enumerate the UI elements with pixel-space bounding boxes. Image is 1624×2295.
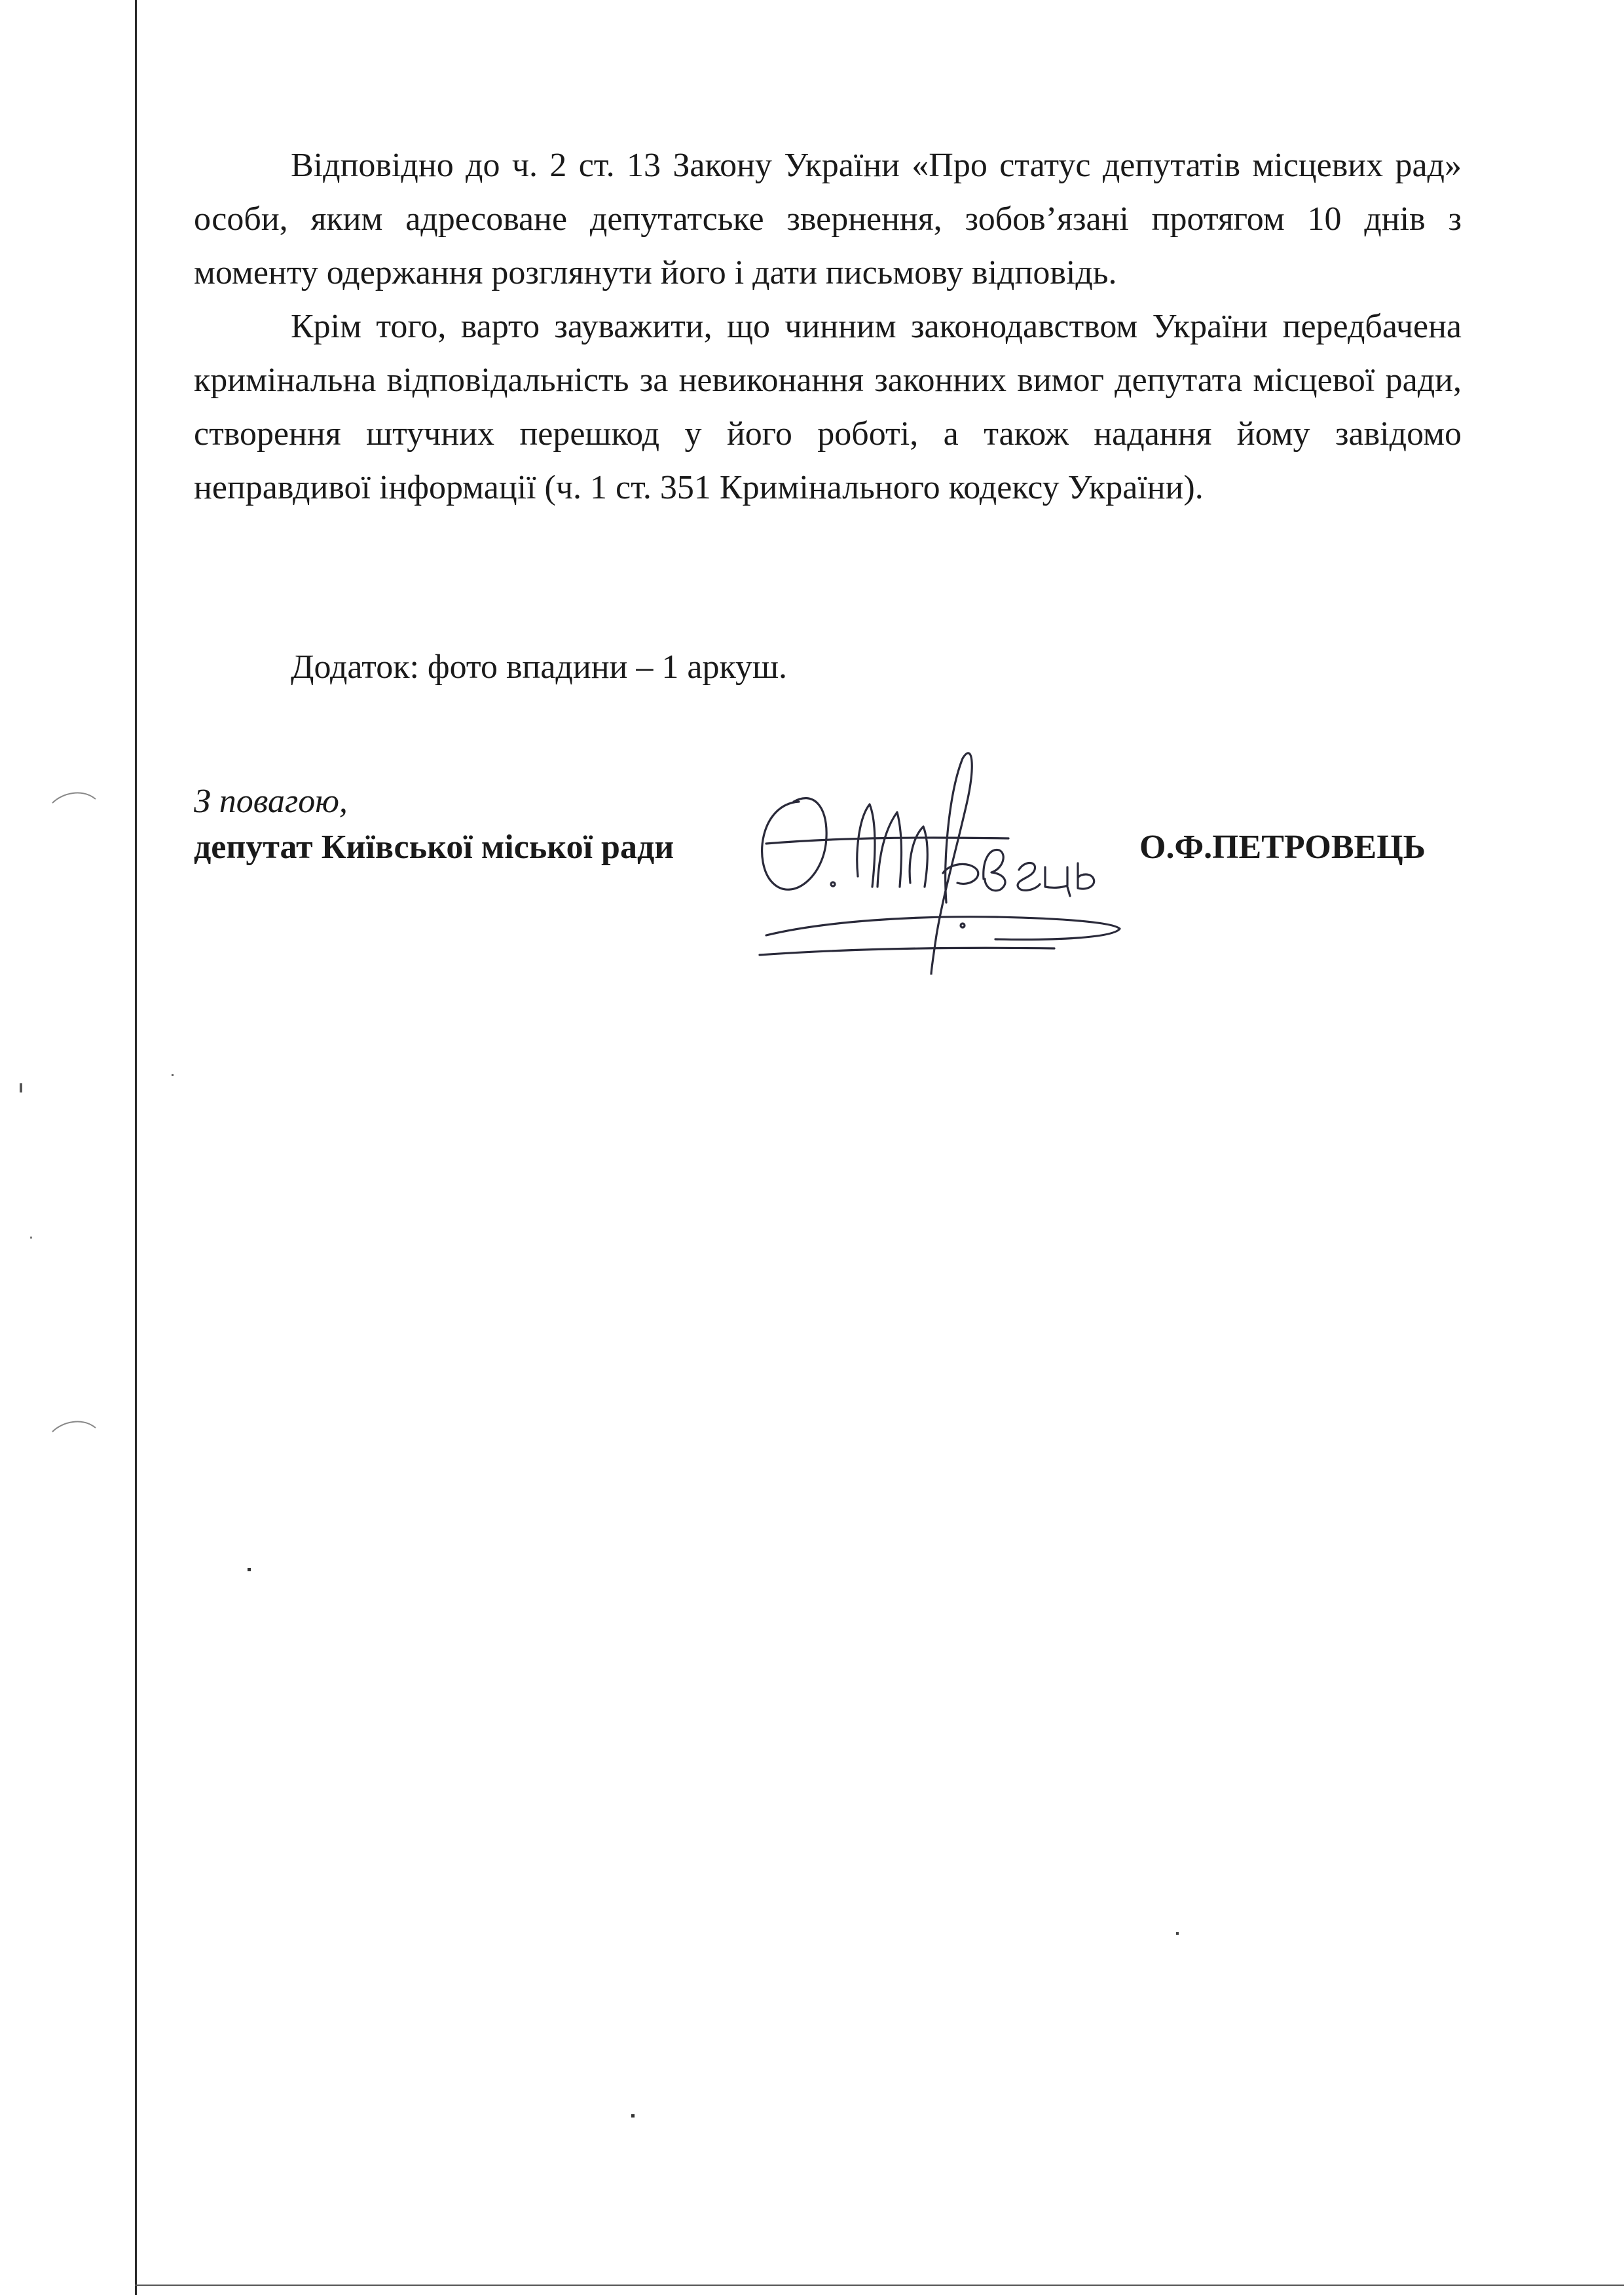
page-bottom-edge [135, 2285, 1624, 2286]
signer-position: депутат Київської міської ради [194, 829, 674, 866]
scan-artifact-dot [20, 1083, 22, 1092]
attachment-note: Додаток: фото впадини – 1 аркуш. [291, 648, 788, 686]
scan-artifact-arc [50, 1415, 98, 1434]
scan-artifact-dot [248, 1568, 251, 1571]
paragraph-criminal-liability: Крім того, варто зауважити, що чинним законодавством України передбачена кримінальна відповідальність за невиконання законних вимог депутата місцевої ради, створення штучних перешкод у його роботі, а також надання йому завідомо неправдивої інформації (ч. 1 ст. 351 Кримінального кодексу України). [194, 308, 1462, 506]
scan-artifact-dot [631, 2114, 635, 2118]
scan-artifact-dot [30, 1237, 32, 1239]
handwritten-signature [747, 739, 1139, 975]
signer-name: О.Ф.ПЕТРОВЕЦЬ [1139, 829, 1426, 866]
paragraph-deputy-appeal-law: Відповідно до ч. 2 ст. 13 Закону України «Про статус депутатів місцевих рад» особи, яким адресоване депутатське звернення, зобов’язані протягом 10 днів з моменту одержання розглянути його і дати письмову відповідь. [194, 147, 1462, 291]
scan-artifact-arc [50, 786, 98, 806]
scan-artifact-dot [1176, 1932, 1179, 1935]
scan-artifact-dot [172, 1074, 174, 1076]
letter-body [194, 139, 1462, 515]
page-margin-line [135, 0, 137, 2295]
closing-salutation: З повагою, [194, 783, 348, 820]
